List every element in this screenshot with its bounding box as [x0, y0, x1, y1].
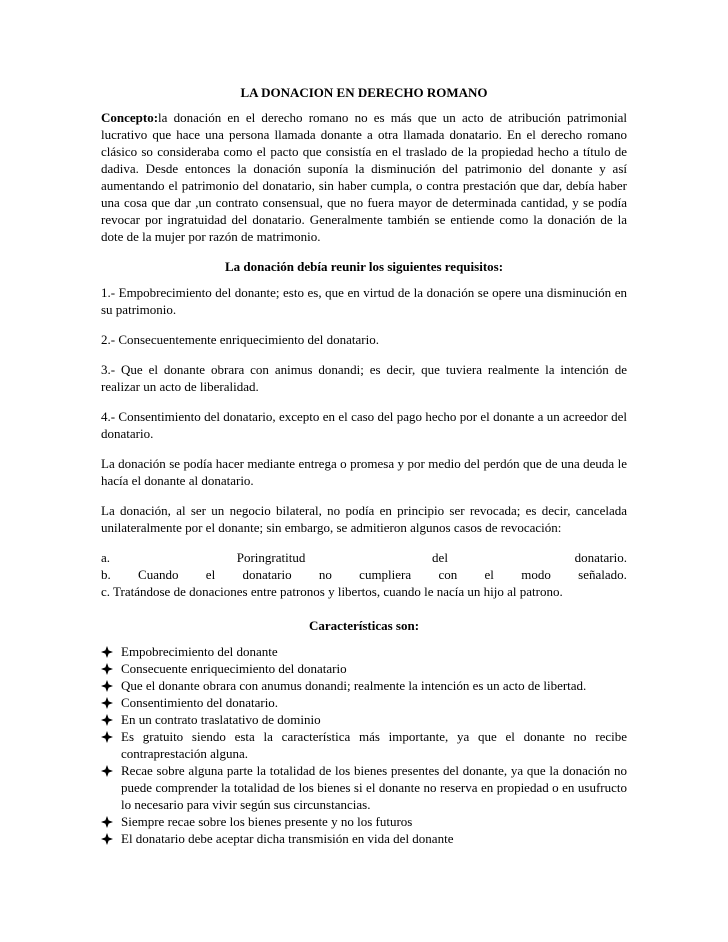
revocation-word: donatario	[242, 567, 292, 582]
list-item	[101, 728, 627, 762]
revocation-word: del	[432, 550, 448, 565]
revocation-word: cumpliera	[359, 567, 412, 582]
list-item	[101, 643, 627, 660]
revocation-c-line: c. Tratándose de donaciones entre patronos y libertos, cuando le nacía un hijo al patrono.	[101, 584, 563, 599]
list-item-text: En un contrato traslatativo de dominio	[121, 712, 321, 727]
characteristics-list	[101, 643, 627, 847]
revocation-word: con	[438, 567, 458, 582]
list-item-text: Consentimiento del donatario.	[121, 695, 279, 710]
list-item	[101, 711, 627, 728]
requisite-3: 3.- Que el donante obrara con animus donandi; es decir, que tuviera realmente la intención de realizar un acto de liberalidad.	[101, 362, 627, 394]
diamond-bullet-icon	[101, 663, 113, 675]
diamond-bullet-icon	[101, 731, 113, 743]
concept-paragraph	[101, 109, 627, 245]
list-item-text: El donatario debe aceptar dicha transmisión en vida del donante	[121, 831, 454, 846]
revocation-word: Cuando	[138, 567, 179, 582]
diamond-bullet-icon	[101, 646, 113, 658]
list-item-text: Recae sobre alguna parte la totalidad de los bienes presentes del donante, ya que la donación no puede comprender la totalidad de los bienes si el donante no reserva en propiedad o en usufructo lo necesario para vivir según sus circunstancias.	[121, 763, 627, 812]
list-item	[101, 694, 627, 711]
list-item-text: Empobrecimiento del donante	[121, 644, 278, 659]
diamond-bullet-icon	[101, 680, 113, 692]
requisite-1: 1.- Empobrecimiento del donante; esto es, que en virtud de la donación se opere una disminución en su patrimonio.	[101, 285, 627, 317]
list-item	[101, 830, 627, 847]
revocation-word: modo	[521, 567, 551, 582]
list-item	[101, 762, 627, 813]
list-item-text: Que el donante obrara con anumus donandi; realmente la intención es un acto de libertad.	[121, 678, 587, 693]
revocation-word: el	[205, 567, 216, 582]
revocation-word: no	[318, 567, 332, 582]
concept-label: Concepto:	[101, 110, 159, 125]
revocation-word: Poringratitud	[236, 550, 306, 565]
diamond-bullet-icon	[101, 816, 113, 828]
revocation-word: señalado.	[578, 567, 627, 582]
revocation-word: a.	[101, 550, 111, 565]
entrega-paragraph: La donación se podía hacer mediante entrega o promesa y por medio del perdón que de una deuda le hacía el donante al donatario.	[101, 456, 627, 488]
requisites-heading: La donación debía reunir los siguientes requisitos:	[224, 259, 504, 274]
requisite-4: 4.- Consentimiento del donatario, excepto en el caso del pago hecho por el donante a un acreedor del donatario.	[101, 409, 627, 441]
diamond-bullet-icon	[101, 714, 113, 726]
characteristics-heading: Características son:	[308, 618, 420, 633]
list-item-text: Siempre recae sobre los bienes presente y no los futuros	[121, 814, 413, 829]
revocation-word: b.	[101, 567, 111, 582]
diamond-bullet-icon	[101, 765, 113, 777]
list-item	[101, 660, 627, 677]
list-item	[101, 813, 627, 830]
diamond-bullet-icon	[101, 697, 113, 709]
revocation-word: donatario.	[574, 550, 627, 565]
revocacion-paragraph: La donación, al ser un negocio bilateral, no podía en principio ser revocada; es decir, cancelada unilateralmente por el donante; sin embargo, se admitieron algunos casos de revocación:	[101, 503, 627, 535]
revocation-b-line	[101, 566, 627, 583]
list-item-text: Es gratuito siendo esta la característica más importante, ya que el donante no recibe contraprestación alguna.	[121, 729, 627, 761]
document-title: LA DONACION EN DERECHO ROMANO	[240, 85, 488, 100]
diamond-bullet-icon	[101, 833, 113, 845]
revocation-word: el	[484, 567, 494, 582]
requisite-2: 2.- Consecuentemente enriquecimiento del donatario.	[101, 332, 379, 347]
list-item	[101, 677, 627, 694]
list-item-text: Consecuente enriquecimiento del donatario	[121, 661, 347, 676]
revocation-a-line	[101, 549, 627, 566]
concept-text: la donación en el derecho romano no es más que un acto de atribución patrimonial lucrativo que hace una persona llamada donante a otra llamada donatario. En el derecho romano clásico so consideraba como el pacto que consistía en el traslado de la propiedad hecho a título de dadiva. Desde entonces la donación suponía la disminución del patrimonio del donante y así aumentando el patrimonio del donatario, sin haber cumpla, o contra prestación que dar, debía haber una cosa que dar ,un contrato consensual, que no fuera mayor de determinada cantidad, y se podía revocar por ingratuidad del donatario. Generalmente también se entiende como la donación de la dote de la mujer por razón de matrimonio.	[101, 110, 627, 244]
